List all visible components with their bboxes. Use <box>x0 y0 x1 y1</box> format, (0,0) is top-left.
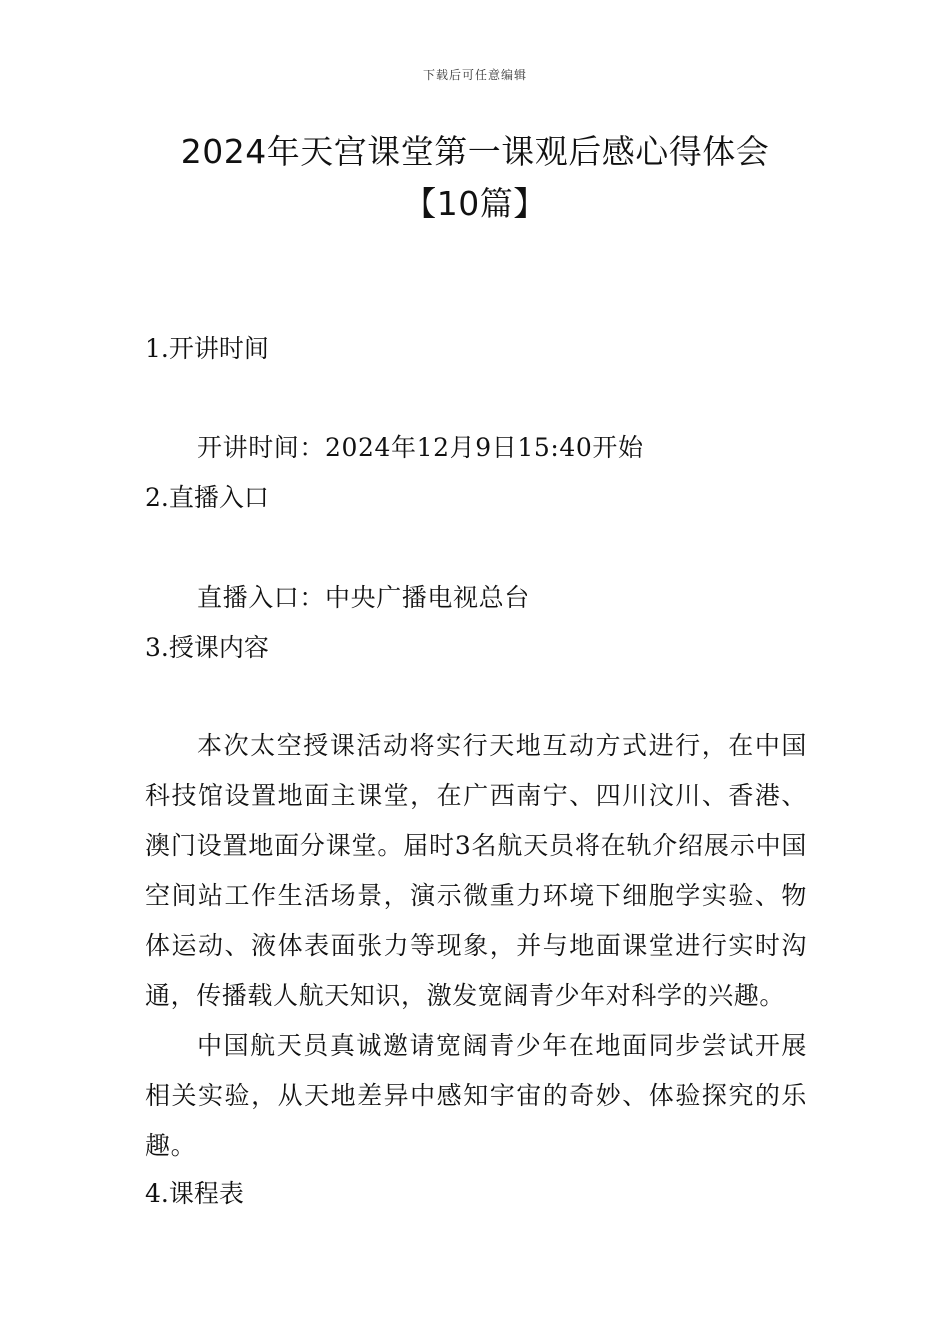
section-1-paragraph-1: 开讲时间：2024年12月9日15:40开始 <box>197 433 644 462</box>
section-heading-4: 4.课程表 <box>145 1179 244 1208</box>
title-line-2: 【10篇】 <box>403 184 547 223</box>
header-note: 下载后可任意编辑 <box>422 68 527 82</box>
document-title <box>100 126 850 230</box>
section-heading-3: 3.授课内容 <box>145 633 269 662</box>
section-2-paragraph-1: 直播入口：中央广播电视总台 <box>197 583 530 612</box>
section-3-paragraph-1: 本次太空授课活动将实行天地互动方式进行，在中国科技馆设置地面主课堂，在广西南宁、四川汶川、香港、澳门设置地面分课堂。届时3名航天员将在轨介绍展示中国空间站工作生活场景，演示微重力环境下细胞学实验、物体运动、液体表面张力等现象，并与地面课堂进行实时沟通，传播载人航天知识，激发宽阔青少年对科学的兴趣。 <box>145 731 807 1010</box>
section-heading-1: 1.开讲时间 <box>145 334 269 363</box>
section-3-paragraph-2: 中国航天员真诚邀请宽阔青少年在地面同步尝试开展相关实验，从天地差异中感知宇宙的奇妙、体验探究的乐趣。 <box>145 1031 807 1160</box>
title-line-1: 2024年天宫课堂第一课观后感心得体会 <box>180 132 770 171</box>
section-heading-2: 2.直播入口 <box>145 483 269 512</box>
